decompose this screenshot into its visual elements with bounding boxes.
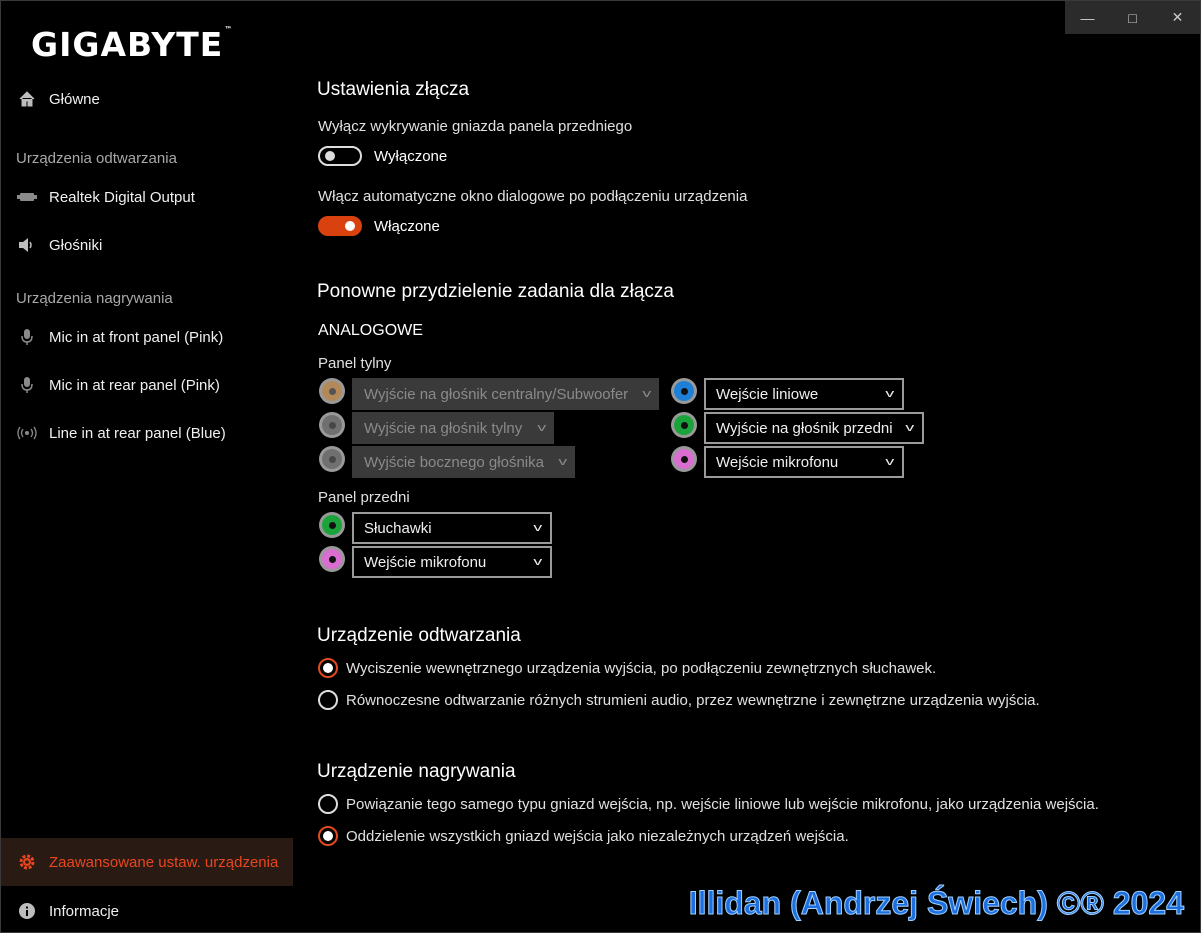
sidebar-item-speakers[interactable] (1, 221, 293, 269)
recording-option-combine-label: Powiązanie tego samego typu gniazd wejścia, np. wejście liniowe lub wejście mikrofonu, jako urządzenia wejścia. (346, 796, 1099, 813)
sidebar-item-label: Mic in at rear panel (Pink) (49, 376, 220, 394)
connector-settings-title: Ustawienia złącza (317, 79, 470, 100)
microphone-icon (17, 327, 37, 347)
jack-green-icon (319, 512, 345, 538)
select-value: Wejście liniowe (716, 385, 819, 403)
sidebar-item-mic-front[interactable] (1, 313, 293, 361)
analog-label: ANALOGOWE (318, 322, 423, 339)
disable-front-detect-toggle[interactable] (318, 146, 362, 166)
digital-output-icon (17, 187, 37, 207)
auto-dialog-state: Włączone (374, 218, 440, 235)
jack-pink-icon (671, 446, 697, 472)
select-value: Wyjście na głośnik tylny (364, 419, 523, 437)
jack-green-icon (671, 412, 697, 438)
recording-option-combine-radio[interactable] (318, 794, 338, 814)
chevron-down-icon: v (532, 522, 542, 534)
jack-gray-icon (319, 446, 345, 472)
rear-jack-select-5[interactable] (704, 412, 924, 444)
playback-device-title: Urządzenie odtwarzania (317, 625, 521, 646)
sidebar-item-line-in[interactable] (1, 409, 293, 457)
jack-black-icon (319, 412, 345, 438)
close-icon[interactable]: ✕ (1171, 9, 1184, 25)
chevron-down-icon: v (641, 388, 651, 400)
recording-option-separate-label: Oddzielenie wszystkich gniazd wejścia jako niezależnych urządzeń wejścia. (346, 828, 849, 845)
sidebar (1, 1, 293, 932)
rear-panel-label: Panel tylny (318, 355, 392, 372)
sidebar-item-label: Realtek Digital Output (49, 188, 195, 206)
chevron-down-icon: v (884, 456, 894, 468)
rear-jack-select-1[interactable] (352, 378, 659, 410)
sidebar-item-label: Informacje (49, 902, 120, 920)
speaker-icon (17, 235, 37, 255)
front-panel-label: Panel przedni (318, 489, 410, 506)
chevron-down-icon: v (884, 388, 894, 400)
toggle-knob (325, 151, 335, 161)
watermark-text: Illidan (Andrzej Świech) ©® 2024 (688, 885, 1184, 921)
select-value: Wyjście na głośnik przedni (716, 419, 893, 437)
reassign-title: Ponowne przydzielenie zadania dla złącza (317, 281, 675, 302)
playback-option-mute-label: Wyciszenie wewnętrznego urządzenia wyjścia, po podłączeniu zewnętrznych słuchawek. (346, 660, 937, 677)
chevron-down-icon: v (532, 556, 542, 568)
rear-jack-select-4[interactable] (704, 378, 904, 410)
sidebar-item-label: Główne (49, 90, 100, 108)
sidebar-item-home[interactable] (1, 75, 293, 123)
disable-front-detect-label: Wyłącz wykrywanie gniazda panela przedniego (318, 118, 633, 135)
info-icon (17, 901, 37, 921)
select-value: Słuchawki (364, 519, 432, 537)
rear-jack-select-3[interactable] (352, 446, 575, 478)
select-value: Wyjście bocznego głośnika (364, 453, 544, 471)
playback-option-simultaneous-radio[interactable] (318, 690, 338, 710)
jack-pink-icon (319, 546, 345, 572)
auto-dialog-toggle[interactable] (318, 216, 362, 236)
sidebar-item-digital-output[interactable] (1, 173, 293, 221)
jack-blue-icon (671, 378, 697, 404)
auto-dialog-label: Włącz automatyczne okno dialogowe po podłączeniu urządzenia (318, 188, 748, 205)
microphone-icon (17, 375, 37, 395)
jack-orange-icon (319, 378, 345, 404)
chevron-down-icon: v (536, 422, 546, 434)
sidebar-item-advanced[interactable] (1, 838, 293, 886)
sidebar-item-mic-rear[interactable] (1, 361, 293, 409)
front-jack-select-1[interactable] (352, 512, 552, 544)
rear-jack-select-2[interactable] (352, 412, 554, 444)
disable-front-detect-state: Wyłączone (374, 148, 448, 165)
playback-option-simultaneous-label: Równoczesne odtwarzanie różnych strumieni audio, przez wewnętrzne i zewnętrzne urządzenia wyjścia. (346, 692, 1040, 709)
recording-device-title: Urządzenie nagrywania (317, 761, 516, 782)
select-value: Wyjście na głośnik centralny/Subwoofer (364, 385, 629, 403)
line-in-icon (17, 423, 37, 443)
select-value: Wejście mikrofonu (364, 553, 487, 571)
chevron-down-icon: v (557, 456, 567, 468)
sidebar-item-info[interactable] (1, 887, 293, 933)
chevron-down-icon: v (904, 422, 914, 434)
window-controls (1065, 1, 1200, 34)
playback-option-mute-radio[interactable] (318, 658, 338, 678)
recording-option-separate-radio[interactable] (318, 826, 338, 846)
rear-jack-select-6[interactable] (704, 446, 904, 478)
sidebar-item-label: Mic in at front panel (Pink) (49, 328, 224, 346)
front-jack-select-2[interactable] (352, 546, 552, 578)
home-icon (17, 89, 37, 109)
gear-icon (17, 852, 37, 872)
sidebar-item-label: Line in at rear panel (Blue) (49, 424, 226, 442)
maximize-icon[interactable]: □ (1128, 9, 1137, 26)
gigabyte-logo: GIGABYTE™ (31, 25, 234, 64)
sidebar-item-label: Głośniki (49, 236, 103, 254)
sidebar-item-label: Zaawansowane ustaw. urządzenia (49, 853, 279, 871)
playback-section-header: Urządzenia odtwarzania (16, 150, 177, 167)
select-value: Wejście mikrofonu (716, 453, 839, 471)
recording-section-header: Urządzenia nagrywania (16, 290, 173, 307)
toggle-knob (345, 221, 355, 231)
minimize-icon[interactable]: — (1080, 9, 1095, 26)
